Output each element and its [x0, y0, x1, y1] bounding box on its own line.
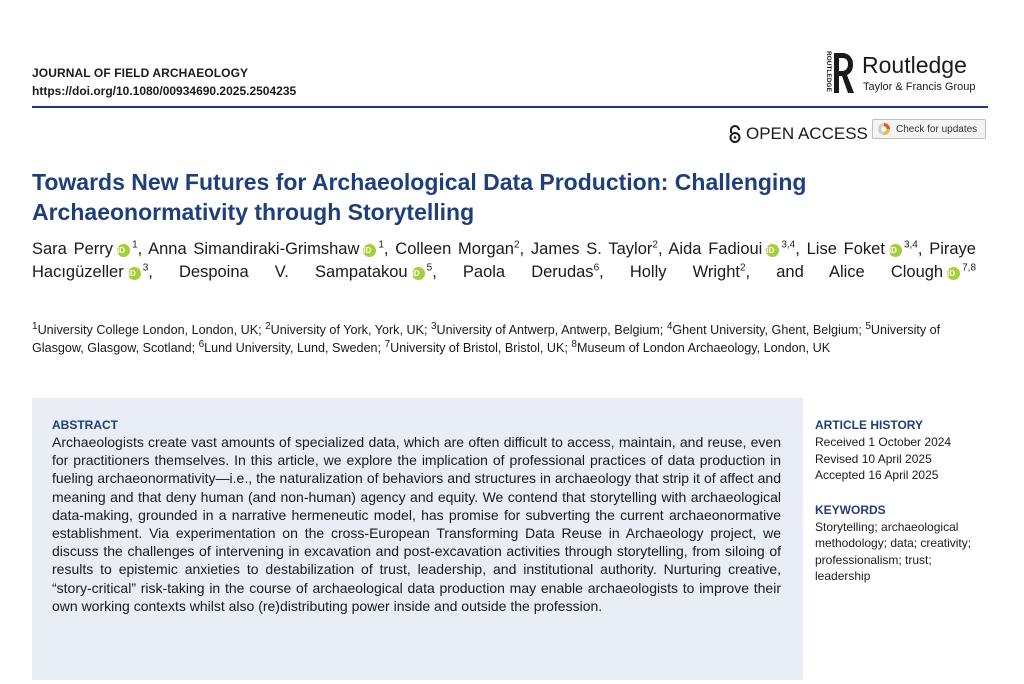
author-1: Sara Perry [32, 240, 114, 258]
orcid-icon[interactable]: iD [889, 244, 902, 257]
publisher-name: Routledge [862, 52, 967, 78]
routledge-logo-icon [818, 49, 856, 97]
check-updates-icon [877, 122, 891, 136]
article-history-heading: ARTICLE HISTORY [815, 418, 924, 432]
author-9: Paola Derudas [462, 263, 594, 281]
keywords-heading: KEYWORDS [815, 503, 886, 517]
revised-date: Revised 10 April 2025 [815, 451, 932, 466]
keywords-text: Storytelling; archaeological methodology; data; creativity; professionalism; trust; leadership [815, 520, 972, 583]
doi-link[interactable]: https://doi.org/10.1080/00934690.2025.2504235 [32, 84, 297, 98]
author-10: Holly Wright [629, 263, 740, 281]
publisher-logo[interactable] [818, 49, 998, 99]
author-5: Aida Fadioui [668, 240, 763, 258]
author-3: Colleen Morgan [395, 240, 514, 258]
orcid-icon[interactable]: iD [947, 267, 960, 280]
author-list [32, 238, 976, 284]
author-11: Alice Clough [828, 263, 944, 281]
orcid-icon[interactable]: iD [766, 244, 779, 257]
article-history [815, 434, 995, 484]
orcid-icon[interactable]: iD [117, 244, 130, 257]
author-7: Piraye Hacıgüzeller [32, 240, 976, 281]
header-rule [32, 106, 988, 108]
open-access-label: OPEN ACCESS [746, 124, 868, 143]
received-date: Received 1 October 2024 [815, 435, 952, 449]
abstract-text: Archaeologists create vast amounts of specialized data, which are often difficult to access, maintain, and reuse, even for practitioners themselves. In this article, we explore the implication of professional practices of data production in fueling archaeonormativity—i.e., the naturalization of behaviors and structures in archaeology that strip it of affect and meaning and that deny human (and non-human) agency and equity. We contend that storytelling with archaeological data-making, grounded in a narrative hermeneutic model, has promise for subverting the current archaeonormative establishment. Via experimentation on the cross-European Transforming Data Reuse in Archaeology project, we discuss the challenges of intervening in excavation and post-excavation activities through storytelling, from siloing of results to epistemic anxieties to destabilization of trust, leadership, and institutional authority. Nurturing creative, “story-critical” risk-taking in the course of archaeological data production may enable archaeologists to improve their own working contexts whilst also (re)distributing power inside and outside the profession. [52, 434, 781, 614]
check-for-updates-button[interactable] [872, 119, 986, 139]
author-4: James S. Taylor [530, 240, 653, 258]
publisher-vertical-text: ROUTLEDGE [825, 51, 832, 92]
journal-name: JOURNAL OF FIELD ARCHAEOLOGY [32, 66, 249, 80]
author-8: Despoina V. Sampatakou [178, 263, 408, 281]
orcid-icon[interactable]: iD [128, 267, 141, 280]
publisher-group: Taylor & Francis Group [863, 81, 976, 93]
affiliations: $^1$University College London, London, UK; $^2$University of York, York, UK; $^3$University of Antwerp, Antwerp, Belgium; $^4$Ghent University, Ghent, Belgium; $^5$University of Glasgow, Glasgow, Scotland; $^6$Lund University, Lund, Sweden; $^7$University of Bristol, Bristol, UK; $^8$Museum of London Archaeology, London, UK [32, 320, 941, 355]
orcid-icon[interactable]: iD [412, 267, 425, 280]
orcid-icon[interactable]: iD [363, 244, 376, 257]
open-access-badge [728, 123, 868, 145]
accepted-date: Accepted 16 April 2025 [815, 468, 939, 482]
open-lock-icon [728, 125, 742, 143]
author-line-1: Sara Perry iD $^1$, Anna Simandiraki-Grimshaw iD $^1$, Colleen Morgan$^2$, James S. Taylor$^2$, Aida Fadioui iD $^{3,4}$, Lise Foket iD $^{3,4}$, Piraye Hacıgüzeller iD $^3$, Despoina V. Sampatakou iD $^5$, Paola Derudas$^6$, Holly Wright$^2$, and Alice Clough iD $^{7,8}$ [32, 239, 977, 281]
article-title: Towards New Futures for Archaeological Data Production: Challenging Archaeonormativity through Storytelling [32, 169, 807, 225]
author-2: Anna Simandiraki-Grimshaw [148, 240, 360, 258]
author-6: Lise Foket [806, 240, 885, 258]
check-updates-label: Check for updates [896, 123, 978, 135]
abstract-heading: ABSTRACT [52, 418, 118, 432]
